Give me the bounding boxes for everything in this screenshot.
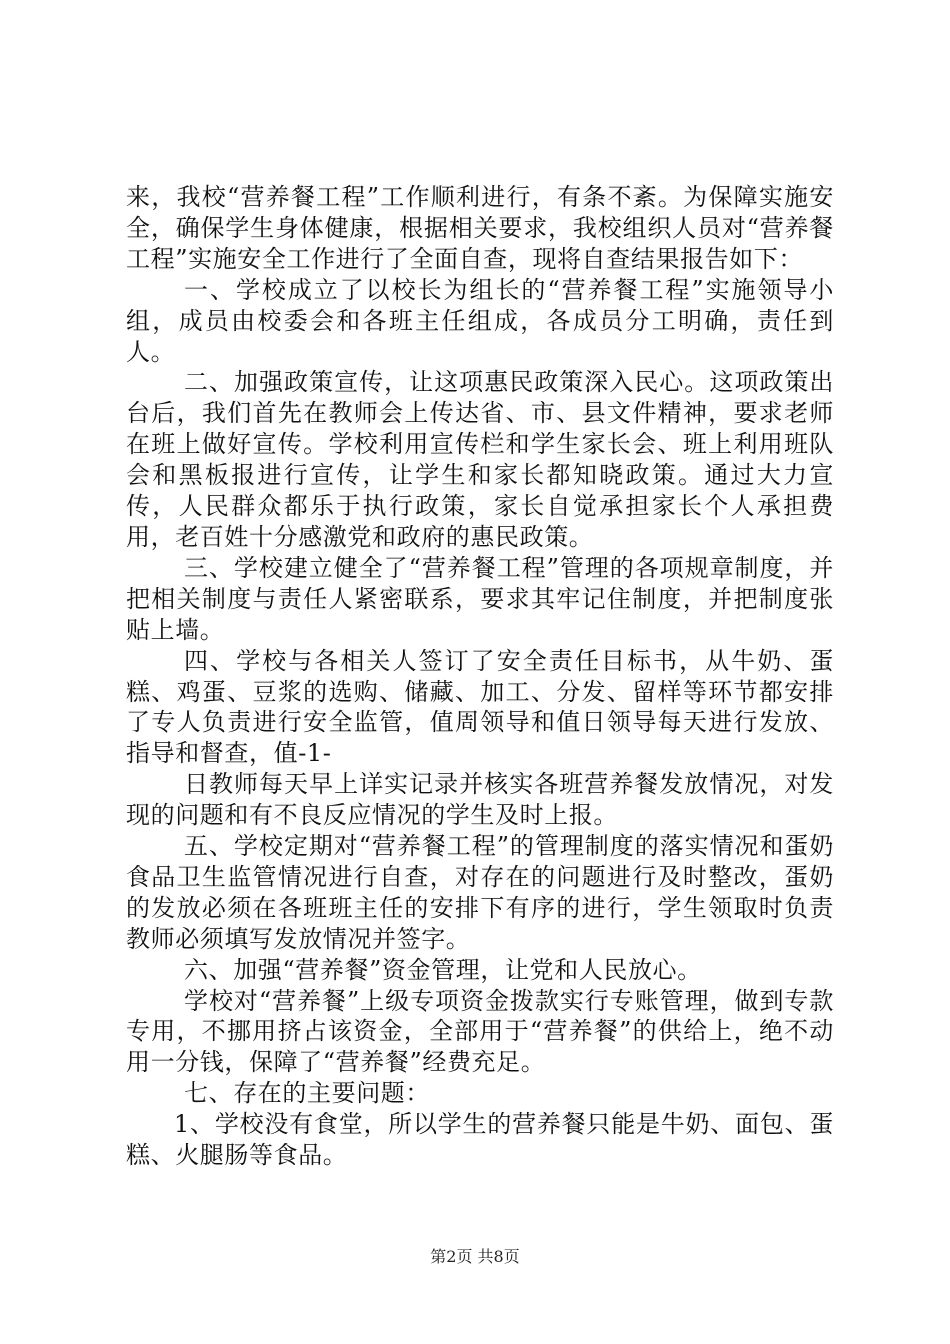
paragraph-regular-inspection: 五、学校定期对“营养餐工程”的管理制度的落实情况和蛋奶食品卫生监管情况进行自查，对存在的问题进行及时整改，蛋奶的发放必须在各班班主任的安排下有序的进行，学生领取时负责教师必须填写发放情况并签字。	[126, 832, 834, 953]
paragraph-safety-responsibility: 四、学校与各相关人签订了安全责任目标书，从牛奶、蛋糕、鸡蛋、豆浆的选购、储藏、加工、分发、留样等环节都安排了专人负责进行安全监管，值周领导和值日领导每天进行发放、指导和督查，值-1-	[126, 646, 834, 768]
paragraph-problems-heading: 七、存在的主要问题：	[184, 1079, 430, 1108]
paragraph-leadership-group: 一、学校成立了以校长为组长的“营养餐工程”实施领导小组，成员由校委会和各班主任组成，各成员分工明确，责任到人。	[126, 275, 834, 366]
paragraph-problem-1: 1、学校没有食堂，所以学生的营养餐只能是牛奶、面包、蛋糕、火腿肠等食品。	[126, 1110, 834, 1170]
paragraph-fund-management-heading: 六、加强“营养餐”资金管理，让党和人民放心。	[184, 955, 702, 984]
document-body	[126, 182, 834, 1171]
page-footer: 第2页 共8页	[430, 1247, 520, 1266]
paragraph-fund-management: 学校对“营养餐”上级专项资金拨款实行专账管理，做到专款专用，不挪用挤占该资金，全部用于“营养餐”的供给上，绝不动用一分钱，保障了“营养餐”经费充足。	[126, 986, 834, 1077]
paragraph-policy-publicity: 二、加强政策宣传，让这项惠民政策深入民心。这项政策出台后，我们首先在教师会上传达省、市、县文件精神，要求老师在班上做好宣传。学校利用宣传栏和学生家长会、班上利用班队会和黑板报进行宣传，让学生和家长都知晓政策。通过大力宣传，人民群众都乐于执行政策，家长自觉承担家长个人承担费用，老百姓十分感激党和政府的惠民政策。	[126, 368, 834, 551]
paragraph-rules-system: 三、学校建立健全了“营养餐工程”管理的各项规章制度，并把相关制度与责任人紧密联系，要求其牢记住制度，并把制度张贴上墙。	[126, 553, 834, 644]
paragraph-daily-record: 日教师每天早上详实记录并核实各班营养餐发放情况，对发现的问题和有不良反应情况的学生及时上报。	[126, 770, 834, 830]
paragraph-intro-continuation: 来，我校“营养餐工程”工作顺利进行，有条不紊。为保障实施安全，确保学生身体健康，根据相关要求，我校组织人员对“营养餐工程”实施安全工作进行了全面自查，现将自查结果报告如下：	[126, 183, 834, 273]
